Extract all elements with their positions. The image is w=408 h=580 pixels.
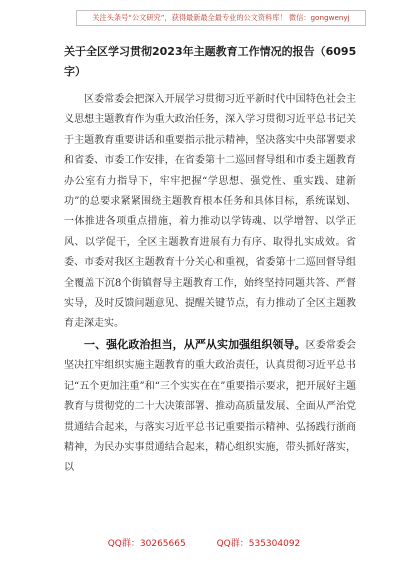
header-banner: 关注头条号“公文研究”，获得最新最全最专业的公文资料库！ 微信：gongwenyj: [76, 10, 366, 26]
qq-group-1: QQ群：30265665: [107, 539, 186, 549]
qq-group-2: QQ群：535304092: [216, 539, 301, 549]
paragraph-intro: 区委常委会把深入开展学习贯彻习近平新时代中国特色社会主义思想主题教育作为重大政治任务，深入学习贯彻习近平总书记关于主题教育重要讲话和重要指示批示精神，坚决落实中央部署要求和省委、市委工作安排，在省委第十二巡回督导组和市委主题教育办公室有力指导下，牢牢把握“学思想、强党性、重实践、建新功”的总要求紧紧围绕主题教育根本任务和具体目标，系统谋划、一体推进各项重点措施，着力推动以学铸魂、以学增智、以学正风、以学促干，全区主题教育进展有力有序、取得扎实成效。省委、市委对我区主题教育十分关心和重视，省委第十二巡回督导组全覆盖下沉8个街镇督导主题教育工作，始终坚持同题共答、严督实导，及时反馈问题意见、提醒关键节点，有力推动了全区主题教育走深走实。: [64, 94, 356, 330]
document-body: [64, 90, 356, 526]
paragraph-section-1: [64, 335, 356, 479]
footer: [0, 536, 408, 549]
section-text: 区委常委会坚决扛牢组织实施主题教育的重大政治责任，认真贯彻习近平总书记“五个更加注重”和“三个实实在在”重要指示要求，把开展好主题教育与贯彻党的二十大决策部署、推动高质量发展、全面从严治党贯通结合起来，与落实习近平总书记重要指示精神、弘扬践行浙商精神，为民办实事贯通结合起来，精心组织实施，带头抓好落实，以: [64, 339, 356, 474]
section-heading: 一、强化政治担当，从严从实加强组织领导。: [84, 337, 306, 351]
document-title: 关于全区学习贯彻2023年主题教育工作情况的报告（6095字）: [64, 45, 357, 78]
